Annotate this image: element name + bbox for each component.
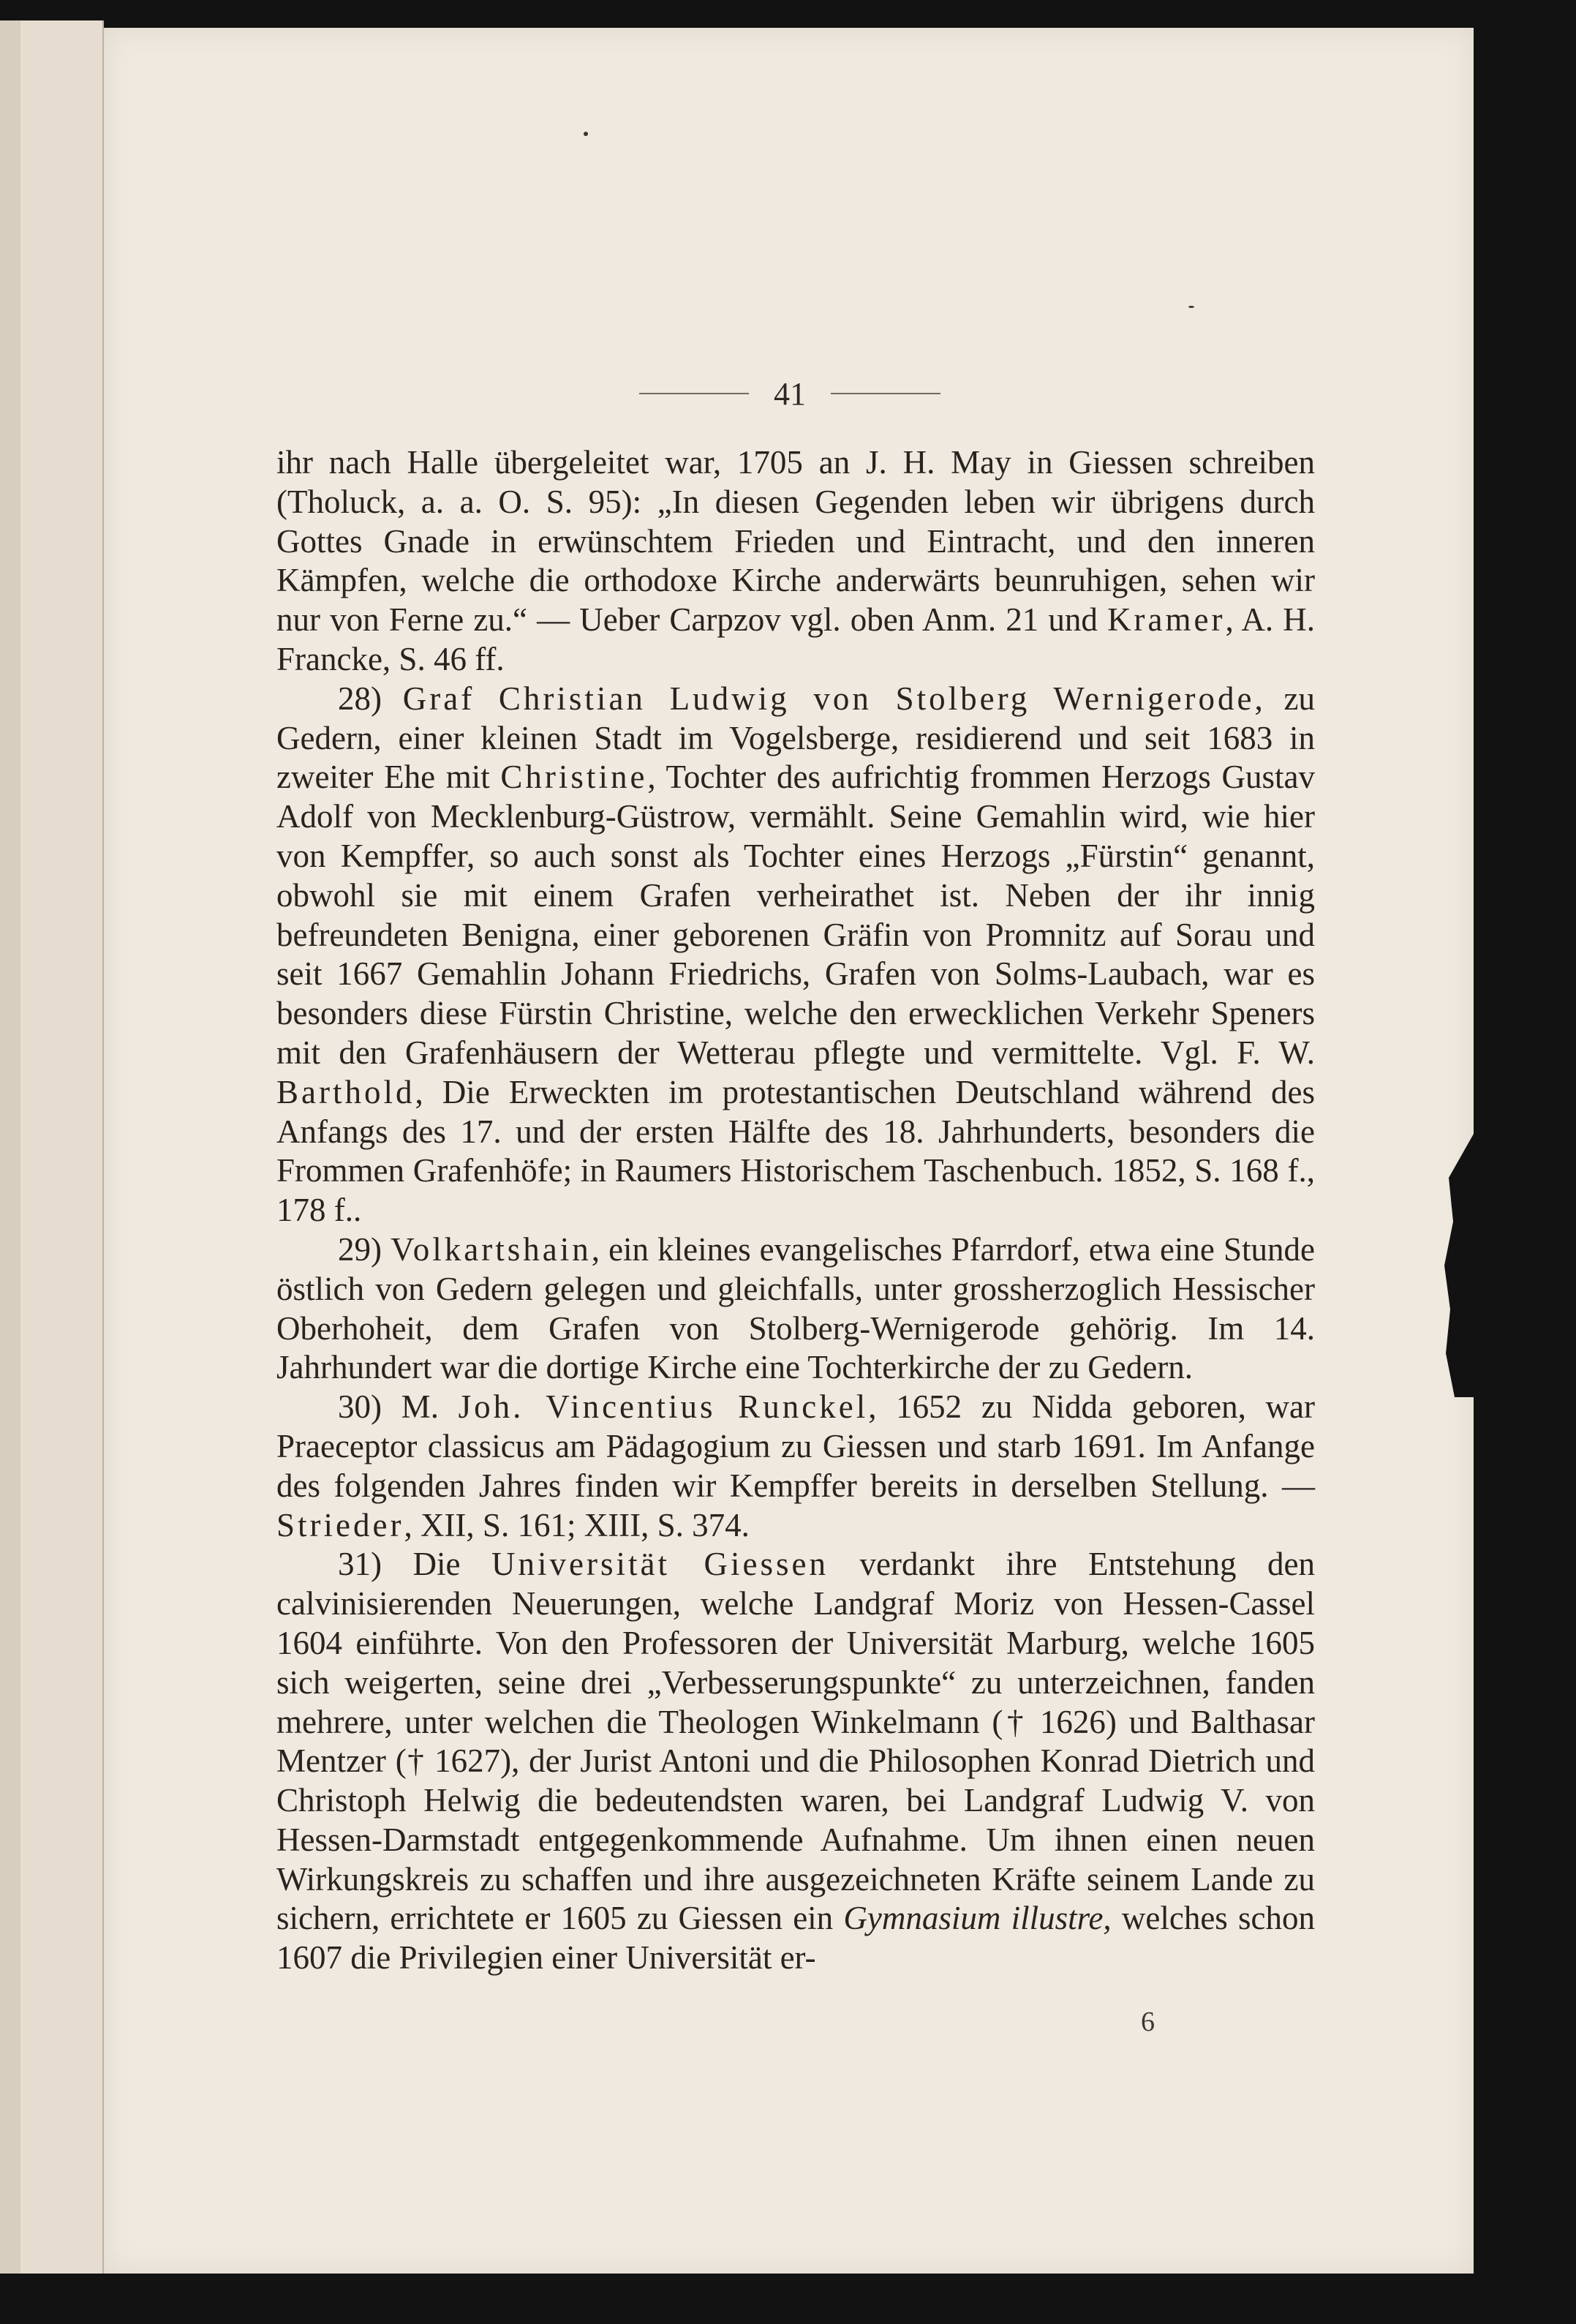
page-header (607, 372, 973, 415)
spaced-name: Barthold (276, 1073, 415, 1110)
ink-speck (1188, 306, 1194, 308)
text-run: , A. H. Francke, S. 46 ff. (276, 601, 1316, 677)
spaced-name: Universität Giessen (491, 1546, 829, 1583)
spaced-name: Joh. Vincentius Runckel (458, 1388, 869, 1426)
text-run: , ein kleines evangelisches Pfarrdorf, etwa eine Stunde östlich von Gedern gelegen und gleichfalls, unter grossherzoglich Hessischer Oberhoheit, dem Grafen von Stolberg-Wernigerode gehörig. Im 14. Jahrhundert war die dortige Kirche eine Tochterkirche der zu Gedern. (276, 1230, 1315, 1386)
ink-speck (584, 132, 588, 136)
text-run: , XII, S. 161; XIII, S. 374. (404, 1506, 750, 1543)
text-run: , Tochter des aufrichtig frommen Herzogs Gustav Adolf von Mecklenburg-Güstrow, vermählt. Seine Gemahlin wird, wie hier von Kempffer, so auch sonst als Tochter eines Herzogs „Fürstin“ genannt, obwohl sie mit einem Grafen verheirathet ist. Neben der ihr innig befreundeten Benigna, einer geborenen Gräfin von Promnitz auf Sorau und seit 1667 Gemahlin Johann Friedrichs, Grafen von Solms-Laubach, war es besonders diese Fürstin Christine, welche den erwecklichen Verkehr Speners mit den Grafenhäusern der Wetterau pflegte und vermittelte. Vgl. F. W. (276, 759, 1315, 1071)
text-run: 30) M. (338, 1388, 459, 1426)
spaced-name: Kramer (1107, 601, 1226, 639)
text-run: 31) Die (338, 1546, 492, 1583)
text-run: ihr nach Halle übergeleitet war, 1705 an J. H. May in Giessen schreiben (Tholuck, a. a. O. S. 95): „In diesen Gegenden leben wir übrigens durch Gottes Gnade in erwünschtem Frieden und Eintracht, und den inneren Kämpfen, welche die orthodoxe Kirche anderwärts beunruhigen, sehen wir nur von Ferne zu.“ — Ueber Carpzov vgl. oben Anm. 21 und (276, 444, 1315, 639)
signature-mark: 6 (1141, 2007, 1155, 2037)
italic-text: Gymnasium illustre, (843, 1900, 1112, 1937)
text-run: 29) (338, 1230, 391, 1268)
header-rule-left (639, 393, 749, 394)
footnote-paragraph (276, 1388, 1315, 1545)
footnote-paragraph (276, 680, 1315, 1230)
text-run: verdankt ihre Entstehung den calvinisierenden Neuerungen, welche Landgraf Moriz von Hessen-Cassel 1604 einführte. Von den Professoren der Universität Marburg, welche 1605 sich weigerten, seine drei „Verbesserungspunkte“ zu unterzeichnen, fanden mehrere, unter welchen die Theologen Winkelmann († 1626) und Balthasar Mentzer († 1627), der Jurist Antoni und die Philosophen Konrad Dietrich und Christoph Helwig die bedeutendsten waren, bei Landgraf Ludwig V. von Hessen-Darmstadt entgegenkommende Aufnahme. Um ihnen einen neuen Wirkungskreis zu schaffen und ihre ausgezeichneten Kräfte seinem Lande zu sichern, errichtete er 1605 zu Giessen ein (276, 1546, 1315, 1937)
text-run: welches schon 1607 die Privilegien einer Universität er- (276, 1900, 1315, 1977)
header-rule-right (831, 393, 940, 394)
body-text (276, 443, 1315, 1978)
text-run: 28) (338, 680, 403, 717)
text-run: , Die Erweckten im protestantischen Deutschland während des Anfangs des 17. und der ersten Hälfte des 18. Jahrhunderts, besonders die Frommen Grafenhöfe; in Raumers Historischem Taschenbuch. 1852, S. 168 f., 178 f.. (276, 1073, 1315, 1229)
footnote-paragraph (276, 443, 1315, 680)
text-run: , zu Gedern, einer kleinen Stadt im Vogelsberge, residierend und seit 1683 in zweiter Ehe mit (276, 680, 1315, 796)
spaced-name: Strieder (276, 1506, 404, 1543)
page-number: 41 (774, 375, 806, 412)
spaced-name: Volkartshain (391, 1230, 592, 1268)
left-page-fold (0, 20, 20, 2274)
footnote-paragraph (276, 1545, 1315, 1978)
footnote-paragraph (276, 1230, 1315, 1388)
spaced-name: Graf Christian Ludwig von Stolberg Wernigerode (402, 680, 1255, 717)
text-run: , 1652 zu Nidda geboren, war Praeceptor classicus am Pädagogium zu Giessen und starb 1691. Im Anfange des folgenden Jahres finden wir Kempffer bereits in derselben Stellung. — (276, 1388, 1315, 1504)
spaced-name: Christine (500, 759, 648, 796)
